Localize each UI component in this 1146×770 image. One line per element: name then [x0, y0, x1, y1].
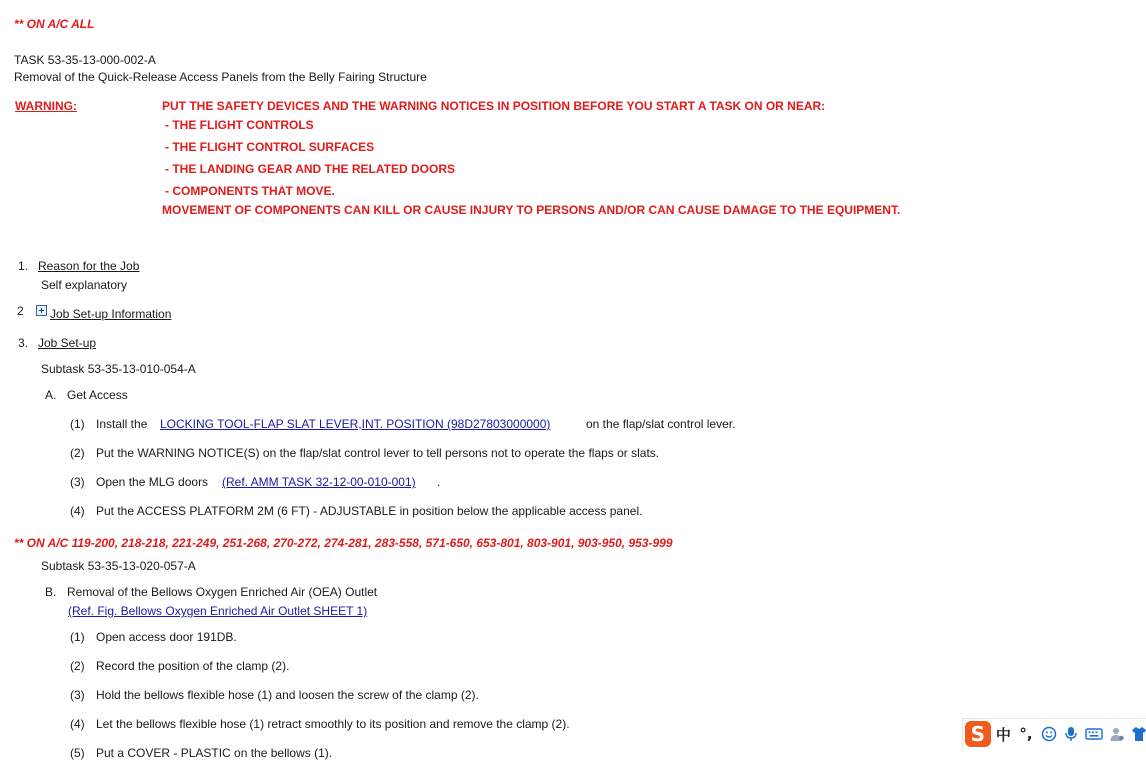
subtask-b-id: Subtask 53-35-13-020-057-A [41, 559, 196, 573]
effectivity-range: ** ON A/C 119-200, 218-218, 221-249, 251-268, 270-272, 274-281, 283-558, 571-650, 653-801, 803-901, 903-950, 953-999 [14, 536, 673, 550]
step-text: Put the ACCESS PLATFORM 2M (6 FT) - ADJUSTABLE in position below the applicable access panel. [96, 504, 643, 518]
warning-label: WARNING: [15, 99, 77, 113]
section-3-number: 3. [18, 336, 29, 350]
step-text: Let the bellows flexible hose (1) retract smoothly to its position and remove the clamp (2). [96, 717, 570, 731]
subtask-a-id: Subtask 53-35-13-010-054-A [41, 362, 196, 376]
ime-toolbar [962, 718, 1146, 749]
warning-line: MOVEMENT OF COMPONENTS CAN KILL OR CAUSE INJURY TO PERSONS AND/OR CAN CAUSE DAMAGE TO THE EQUIPMENT. [162, 203, 901, 217]
user-icon[interactable] [1107, 723, 1127, 745]
amm-task-link[interactable]: (Ref. AMM TASK 32-12-00-010-001) [222, 475, 416, 489]
step-number: (3) [70, 688, 85, 702]
task-id: TASK 53-35-13-000-002-A [14, 53, 156, 67]
section-1-text: Self explanatory [41, 278, 128, 292]
step-text: Put a COVER - PLASTIC on the bellows (1). [96, 746, 333, 760]
step-number: (1) [70, 417, 85, 431]
warning-line: - THE LANDING GEAR AND THE RELATED DOORS [165, 162, 455, 176]
step-text: . [437, 475, 441, 489]
microphone-icon[interactable] [1061, 723, 1081, 745]
task-title: Removal of the Quick-Release Access Panels from the Belly Fairing Structure [14, 70, 427, 84]
step-text: Hold the bellows flexible hose (1) and loosen the screw of the clamp (2). [96, 688, 479, 702]
section-1-title: Reason for the Job [38, 259, 140, 273]
smiley-icon[interactable] [1039, 723, 1059, 745]
step-number: (5) [70, 746, 85, 760]
shirt-icon[interactable] [1129, 723, 1146, 745]
ime-logo-icon[interactable]: S [965, 721, 991, 747]
step-text: Record the position of the clamp (2). [96, 659, 290, 673]
step-number: (2) [70, 659, 85, 673]
section-1-number: 1. [18, 259, 29, 273]
warning-line: - THE FLIGHT CONTROL SURFACES [165, 140, 375, 154]
step-number: (2) [70, 446, 85, 460]
section-3-title: Job Set-up [38, 336, 97, 350]
section-2-number: 2 [17, 304, 24, 318]
ime-language-toggle[interactable]: 中 [995, 725, 1011, 744]
warning-line: - COMPONENTS THAT MOVE. [165, 184, 335, 198]
step-text: on the flap/slat control lever. [586, 417, 736, 431]
step-text: Open access door 191DB. [96, 630, 237, 644]
figure-ref-link[interactable]: (Ref. Fig. Bellows Oxygen Enriched Air Outlet SHEET 1) [68, 604, 368, 618]
locking-tool-link[interactable]: LOCKING TOOL-FLAP SLAT LEVER,INT. POSITION (98D27803000000) [160, 417, 551, 431]
subtask-a-letter: A. [45, 388, 57, 402]
subtask-a-title: Get Access [67, 388, 128, 402]
step-number: (3) [70, 475, 85, 489]
step-number: (4) [70, 504, 85, 518]
warning-line: - THE FLIGHT CONTROLS [165, 118, 314, 132]
subtask-b-title: Removal of the Bellows Oxygen Enriched Air (OEA) Outlet [67, 585, 378, 599]
effectivity-all: ** ON A/C ALL [14, 17, 95, 31]
step-text: Put the WARNING NOTICE(S) on the flap/slat control lever to tell persons not to operate the flaps or slats. [96, 446, 660, 460]
step-text: Open the MLG doors [96, 475, 209, 489]
section-2-title[interactable]: Job Set-up Information [50, 307, 172, 321]
ime-punctuation-toggle[interactable]: °, [1019, 725, 1033, 743]
step-text: Install the [96, 417, 148, 431]
subtask-b-letter: B. [45, 585, 57, 599]
expand-plus-icon[interactable] [36, 305, 47, 316]
warning-line: PUT THE SAFETY DEVICES AND THE WARNING NOTICES IN POSITION BEFORE YOU START A TASK ON OR NEAR: [162, 99, 826, 113]
step-number: (4) [70, 717, 85, 731]
step-number: (1) [70, 630, 85, 644]
keyboard-icon[interactable] [1084, 723, 1104, 745]
